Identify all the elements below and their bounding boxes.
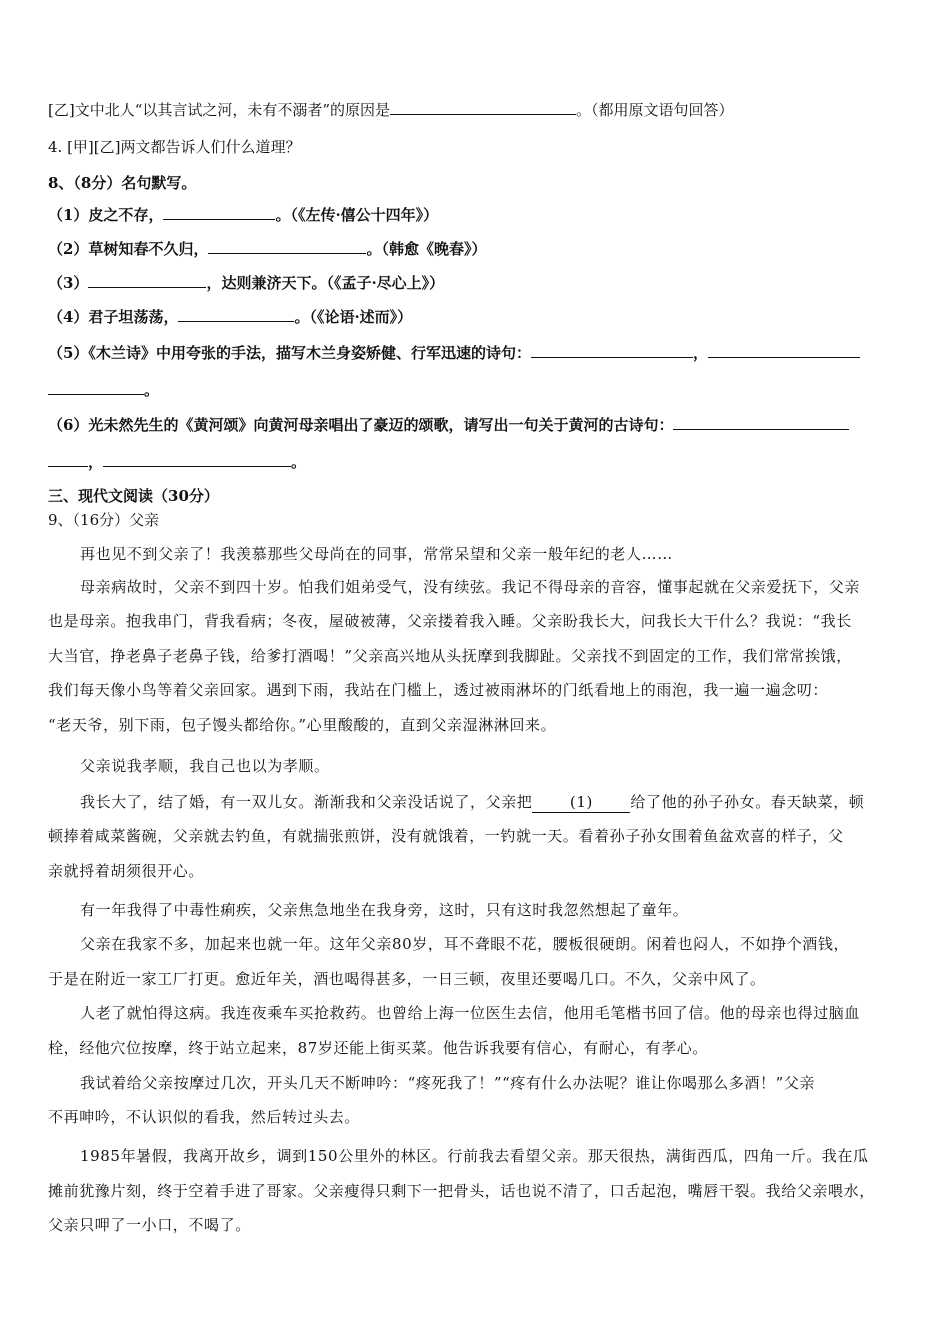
article-line: 我们每天像小鸟等着父亲回家。遇到下雨，我站在门槛上，透过被雨淋坏的门纸看地上的雨泡，我一遍一遍念叨：: [48, 681, 829, 699]
article-line: 父亲说我孝顺，我自己也以为孝顺。: [80, 757, 330, 775]
article-text: 我长大了，结了婚，有一双儿女。渐渐我和父亲没话说了，父亲把: [80, 793, 533, 811]
article-line: 1985年暑假，我离开故乡，调到150公里外的林区。行前我去看望父亲。那天很热，满街西瓜，四角一斤。我在瓜: [80, 1147, 869, 1165]
poem-item-4-source: 。（《论语·述而》）: [294, 308, 413, 326]
question-8-heading: 8、（8分）名句默写。: [48, 174, 197, 192]
poem-item-1: [48, 205, 906, 225]
poem-item-6-separator: ，: [88, 453, 104, 471]
answer-blank[interactable]: [88, 273, 206, 288]
question-yi-text: [乙]文中北人“以其言试之河，未有不溺者”的原因是: [48, 101, 391, 119]
question-yi-tail: 。（都用原文语句回答）: [576, 101, 734, 119]
poem-item-5: [48, 343, 906, 363]
question-9-heading: 9、（16分）父亲: [48, 511, 160, 529]
poem-item-5-cont: [48, 380, 906, 400]
article-line: “老天爷，别下雨，包子馒头都给你。”心里酸酸的，直到父亲湿淋淋回来。: [48, 716, 557, 734]
article-text: 给了他的孙子孙女。春天缺菜，顿: [630, 793, 865, 811]
poem-item-6: [48, 415, 906, 435]
article-line: 也是母亲。抱我串门，背我看病；冬夜，屋破被薄，父亲搂着我入睡。父亲盼我长大，问我长大干什么？我说：“我长: [48, 612, 852, 630]
poem-item-6-cont: [48, 452, 906, 472]
article-line: 栓，经他穴位按摩，终于站立起来，87岁还能上街买菜。他告诉我要有信心，有耐心，有孝心。: [48, 1039, 708, 1057]
answer-blank[interactable]: [48, 452, 88, 467]
poem-item-3: [48, 273, 906, 293]
article-line: 我试着给父亲按摩过几次，开头几天不断呻吟：“疼死我了！”“疼有什么办法呢？谁让你喝那么多酒！”父亲: [80, 1074, 816, 1092]
article-line: 父亲在我家不多，加起来也就一年。这年父亲80岁，耳不聋眼不花，腰板很硬朗。闲着也闷人，不如挣个酒钱，: [80, 935, 850, 953]
question-4: 4. [甲][乙]两文都告诉人们什么道理？: [48, 138, 301, 156]
article-line: 再也见不到父亲了！我羡慕那些父母尚在的同事，常常呆望和父亲一般年纪的老人……: [80, 545, 673, 563]
answer-blank[interactable]: [708, 343, 860, 358]
poem-item-4: [48, 307, 906, 327]
fill-blank-1[interactable]: (1): [532, 792, 630, 813]
answer-blank[interactable]: [673, 415, 849, 430]
article-line: 有一年我得了中毒性痢疾，父亲焦急地坐在我身旁，这时，只有这时我忽然想起了童年。: [80, 901, 689, 919]
answer-blank[interactable]: [103, 452, 291, 467]
answer-blank[interactable]: [531, 343, 693, 358]
answer-blank[interactable]: [48, 380, 144, 395]
poem-item-6-end: 。: [291, 453, 307, 471]
answer-blank[interactable]: [208, 239, 366, 254]
article-line: 不再呻吟，不认识似的看我，然后转过头去。: [48, 1108, 361, 1126]
answer-blank[interactable]: [163, 205, 275, 220]
poem-item-5-separator: ，: [692, 344, 708, 362]
poem-item-3-prompt: （3）: [48, 274, 89, 292]
question-yi-line: [48, 100, 906, 120]
poem-item-5-prompt: （5）《木兰诗》中用夸张的手法，描写木兰身姿矫健、行军迅速的诗句：: [48, 344, 531, 362]
article-line: 父亲只呷了一小口，不喝了。: [48, 1216, 251, 1234]
article-line: [80, 792, 906, 813]
article-line: 大当官，挣老鼻子老鼻子钱，给爹打酒喝！”父亲高兴地从头抚摩到我脚趾。父亲找不到固定的工作，我们常常挨饿，: [48, 647, 852, 665]
answer-blank[interactable]: [178, 307, 294, 322]
article-line: 母亲病故时，父亲不到四十岁。怕我们姐弟受气，没有续弦。我记不得母亲的音容，懂事起就在父亲爱抚下，父亲: [80, 578, 861, 596]
section-3-heading: 三、现代文阅读（30分）: [48, 487, 219, 505]
poem-item-4-prompt: （4）君子坦荡荡，: [48, 308, 179, 326]
article-line: 于是在附近一家工厂打更。愈近年关，酒也喝得甚多，一日三顿，夜里还要喝几口。不久，父亲中风了。: [48, 970, 766, 988]
poem-item-2-prompt: （2）草树知春不久归，: [48, 240, 209, 258]
article-line: 人老了就怕得这病。我连夜乘车买抢救药。也曾给上海一位医生去信，他用毛笔楷书回了信。他的母亲也得过脑血: [80, 1004, 861, 1022]
article-line: 摊前犹豫片刻，终于空着手进了哥家。父亲瘦得只剩下一把骨头，话也说不清了，口舌起泡，嘴唇干裂。我给父亲喂水，: [48, 1182, 875, 1200]
article-line: 顿捧着咸菜酱碗，父亲就去钓鱼，有就揣张煎饼，没有就饿着，一钓就一天。看着孙子孙女围着鱼盆欢喜的样子，父: [48, 827, 844, 845]
poem-item-2: [48, 239, 906, 259]
poem-item-3-source: ，达则兼济天下。（《孟子·尽心上》）: [206, 274, 445, 292]
poem-item-1-prompt: （1）皮之不存，: [48, 206, 164, 224]
poem-item-1-source: 。（《左传·僖公十四年》）: [275, 206, 439, 224]
poem-item-2-source: 。（韩愈《晚春》）: [366, 240, 487, 258]
article-line: 亲就捋着胡须很开心。: [48, 862, 205, 880]
poem-item-5-end: 。: [144, 381, 160, 399]
poem-item-6-prompt: （6）光未然先生的《黄河颂》向黄河母亲唱出了豪迈的颂歌，请写出一句关于黄河的古诗句：: [48, 416, 674, 434]
answer-blank[interactable]: [390, 100, 576, 115]
